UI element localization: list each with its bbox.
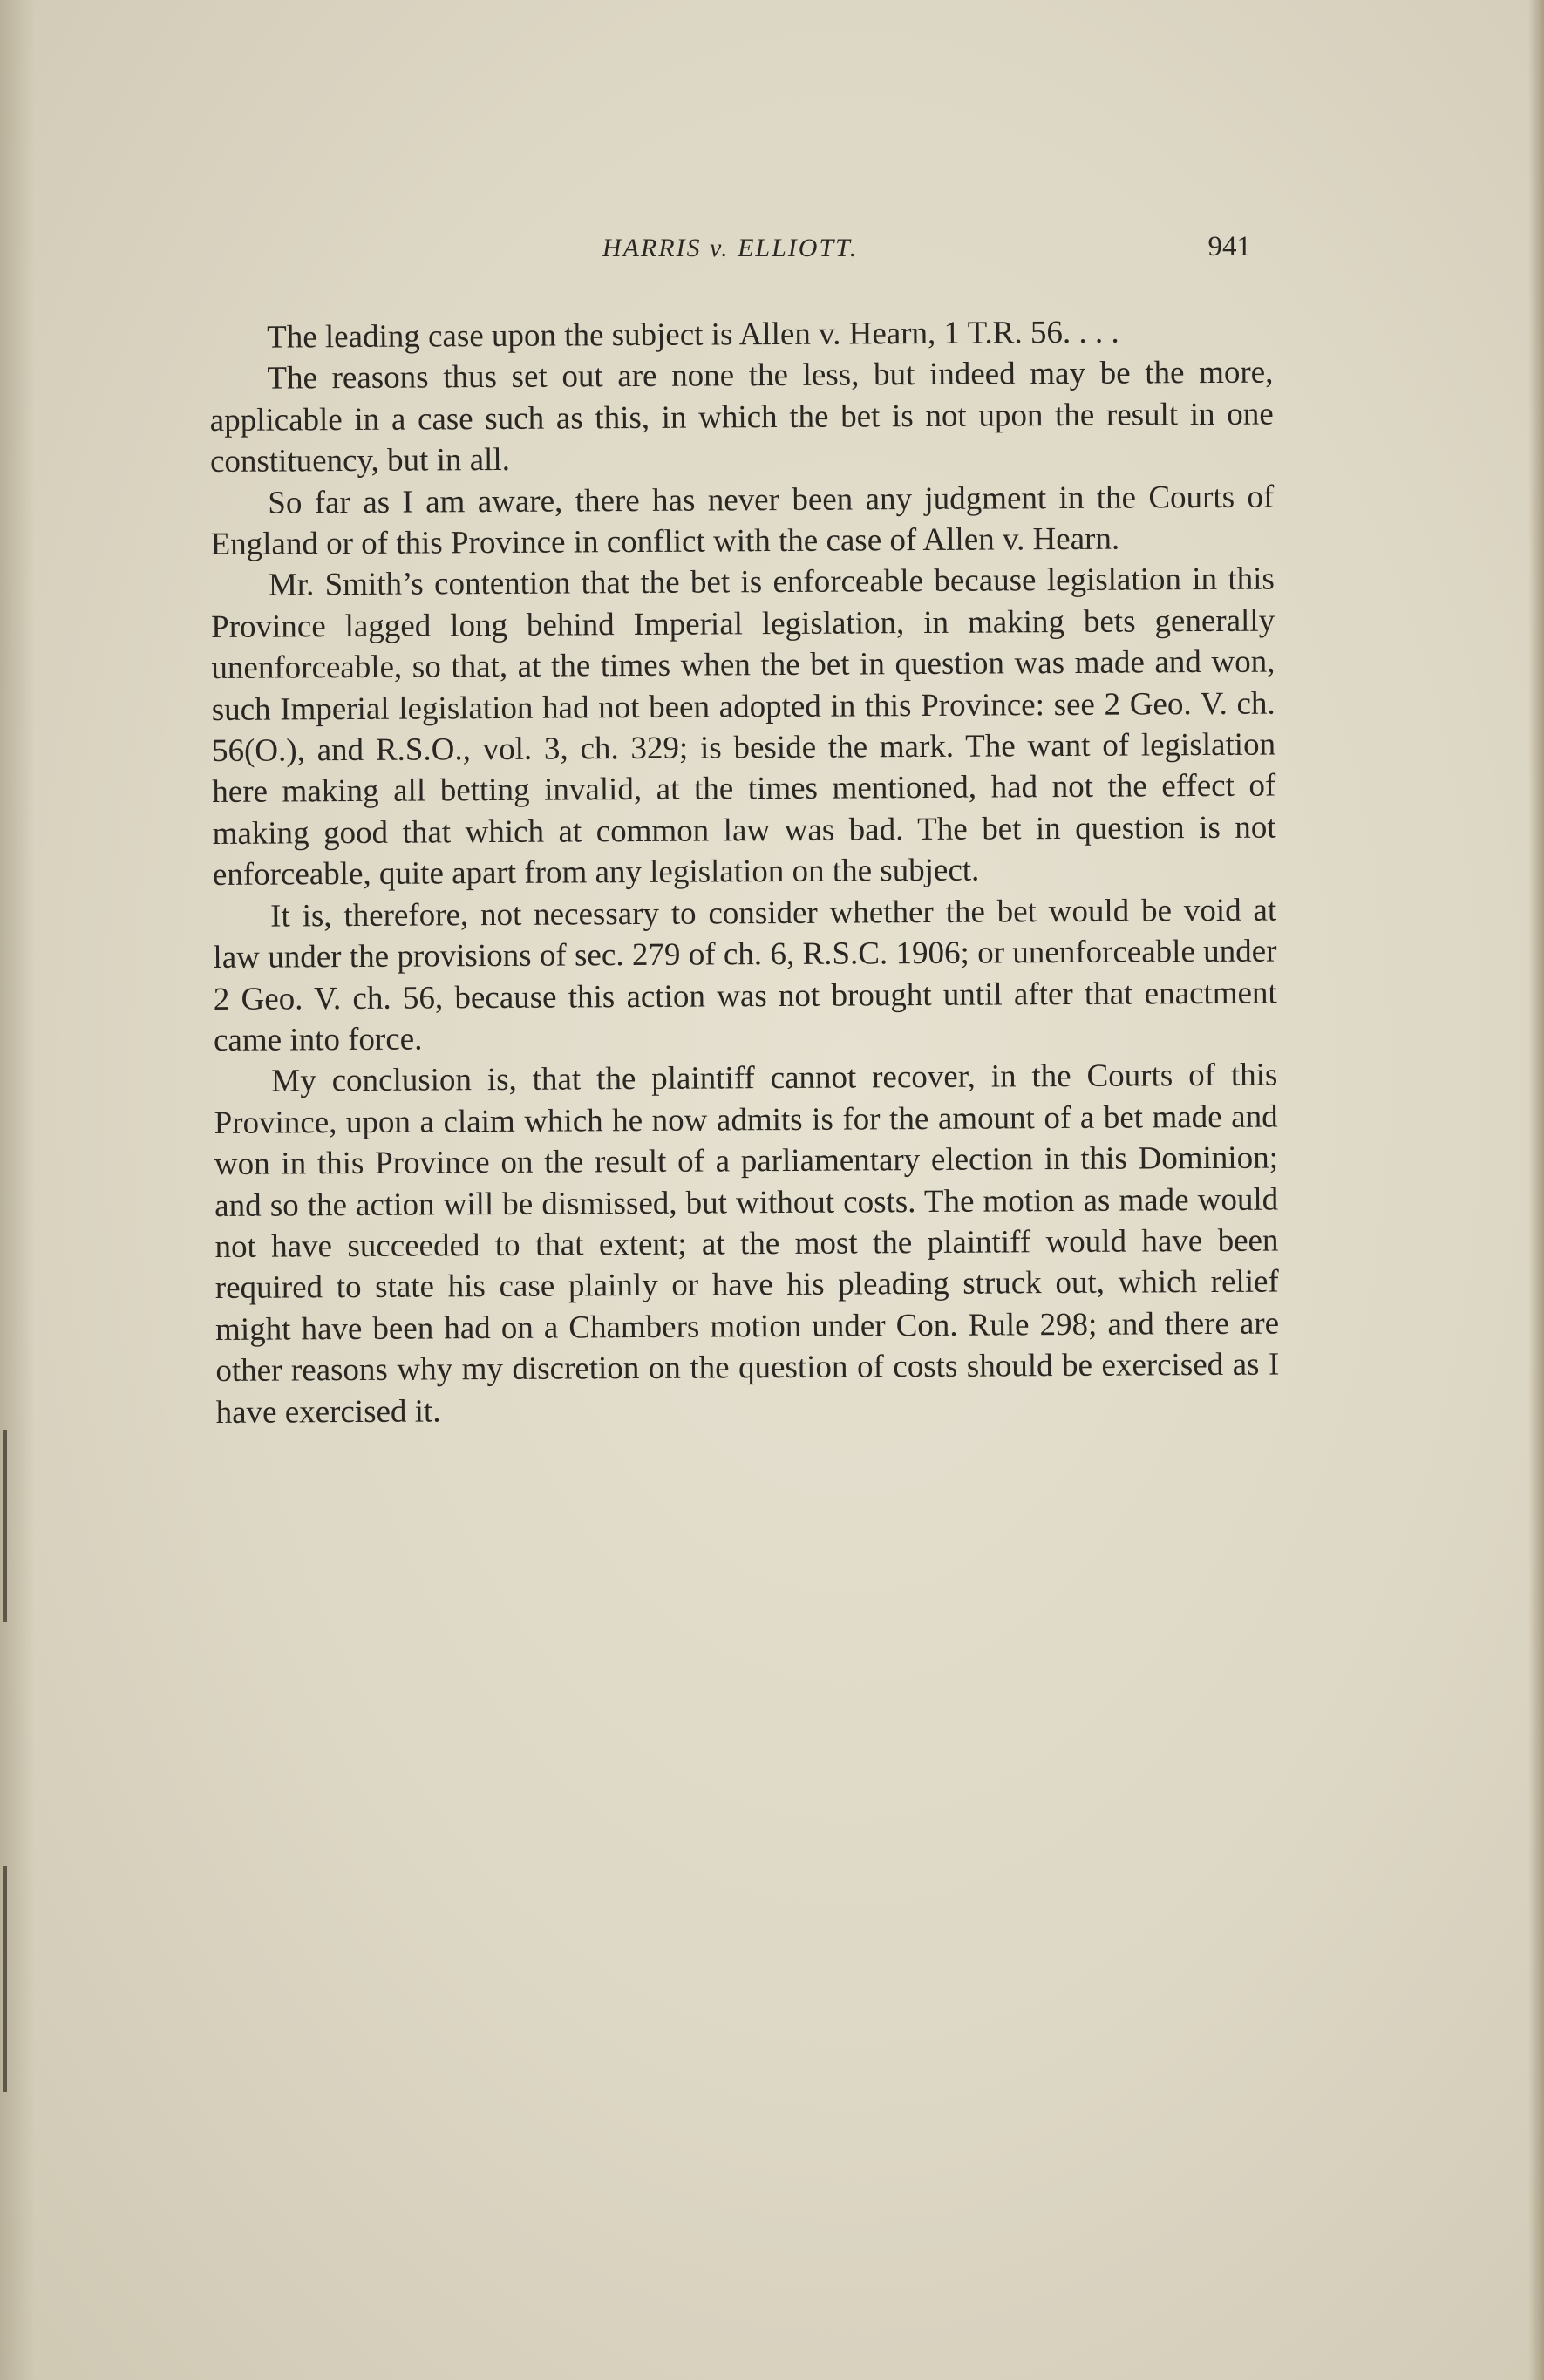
body-text xyxy=(209,311,1280,1433)
binding-mark xyxy=(3,1430,7,1622)
paragraph: It is, therefore, not necessary to consider whether the bet would be void at law under the provisions of sec. 279 of ch. 6, R.S.C. 1906; or unenforceable under 2 Geo. V. ch. 56, because this action was not brought until after that enactment came into force. xyxy=(213,892,1277,1058)
paragraph: The reasons thus set out are none the less, but indeed may be the more, applicable in a case such as this, in which the bet is not upon the result in one constituency, but in all. xyxy=(209,354,1274,480)
binding-mark xyxy=(3,1866,7,2092)
paragraph: Mr. Smith’s contention that the bet is enforceable because legislation in this Province lagged long behind Imperial legislation, in making bets generally unenforceable, so that, at the times when the bet in question was made and won, such Imperial legislation had not been adopted in this Province: see 2 Geo. V. ch. 56(O.), and R.S.O., vol. 3, ch. 329; is beside the mark. The want of legislation here making all betting invalid, at the times mentioned, had not the effect of making good that which at common law was bad. The bet in question is not enforceable, quite apart from any legislation on the subject. xyxy=(211,561,1276,894)
paragraph: My conclusion is, that the plaintiff cannot recover, in the Courts of this Province, upon a claim which he now admits is for the amount of a bet made and won in this Province on the result of a parliamentary election in this Dominion; and so the action will be dismissed, but without costs. The motion as made would not have succeeded to that extent; at the most the plaintiff would have been required to state his case plainly or have his pleading struck out, which relief might have been had on a Chambers motion under Con. Rule 298; and there are other reasons why my discretion on the question of costs should be exercised as I have exercised it. xyxy=(214,1057,1280,1431)
page-number: 941 xyxy=(1207,231,1251,262)
page-edge-shadow xyxy=(1528,0,1544,2380)
paragraph: So far as I am aware, there has never been any judgment in the Courts of England or of this Province in conflict with the case of Allen v. Hearn. xyxy=(210,479,1275,563)
page-header xyxy=(209,231,1251,277)
running-head: HARRIS v. ELLIOTT. xyxy=(602,234,859,262)
paragraph: The leading case upon the subject is Allen v. Hearn, 1 T.R. 56. . . . xyxy=(267,314,1119,356)
